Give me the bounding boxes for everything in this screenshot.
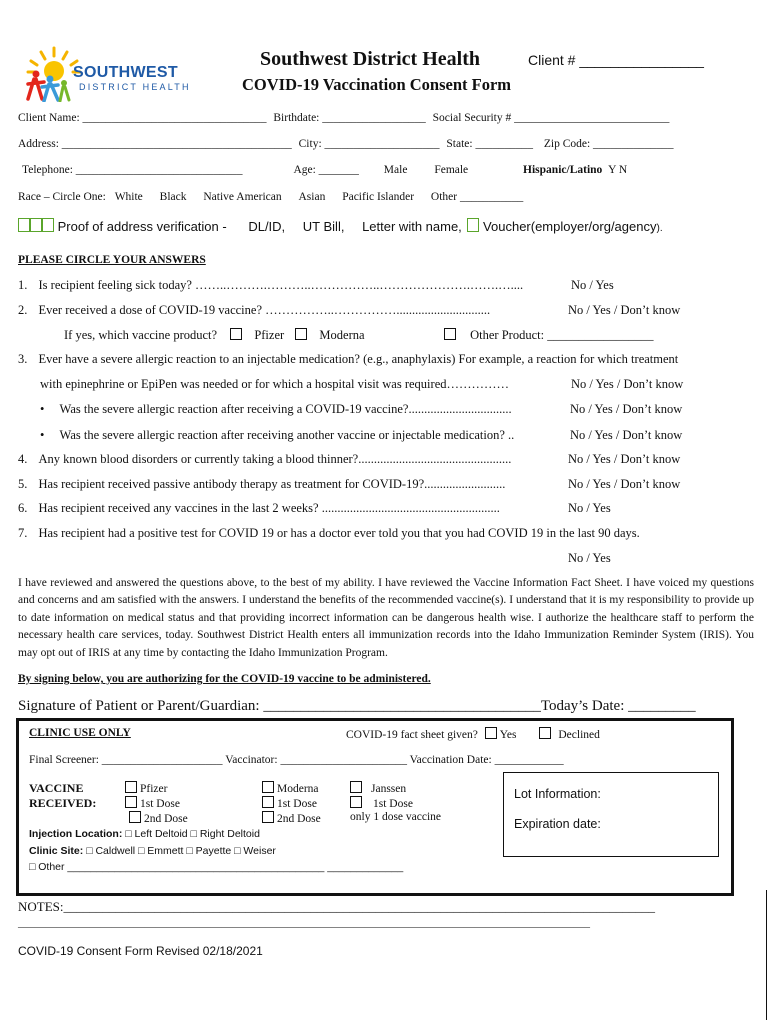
bullet-icon: • bbox=[40, 428, 45, 442]
vaccine-label-1: VACCINE bbox=[29, 781, 84, 795]
client-number-field[interactable]: Client # ________________ bbox=[528, 52, 704, 68]
question-number: 7. bbox=[18, 526, 28, 540]
question-4 bbox=[18, 452, 511, 467]
injection-location-label: Injection Location: bbox=[29, 828, 123, 840]
pfizer-label: Pfizer bbox=[140, 783, 168, 795]
checkbox-icon[interactable] bbox=[125, 796, 137, 808]
notes-line-2[interactable]: ________________________________________________________________________________________________________ bbox=[18, 917, 590, 929]
question-text: Has recipient had a positive test for COVID 19 or has a doctor ever told you that you had COVID 19 in the last 90 days. bbox=[38, 526, 640, 540]
checkbox-icon[interactable] bbox=[295, 328, 307, 340]
race-option-native-american[interactable]: Native American bbox=[203, 191, 282, 203]
option-pfizer: Pfizer bbox=[254, 328, 285, 342]
lot-info-label: Lot Information: bbox=[514, 787, 601, 801]
hispanic-label: Hispanic/Latino bbox=[523, 164, 603, 176]
dose-label: 2nd Dose bbox=[144, 813, 188, 825]
checkbox-icon[interactable] bbox=[467, 218, 479, 232]
clinic-site-other[interactable]: □ Other ____________________________________________ _____________ bbox=[29, 861, 404, 873]
checkbox-icon[interactable] bbox=[18, 218, 30, 232]
pfizer-dose-2[interactable] bbox=[129, 811, 188, 825]
dose-label: 2nd Dose bbox=[277, 813, 321, 825]
checkbox-icon[interactable] bbox=[125, 781, 137, 793]
race-option-white[interactable]: White bbox=[114, 191, 143, 203]
checkbox-icon[interactable] bbox=[539, 727, 551, 739]
form-title: COVID-19 Vaccination Consent Form bbox=[242, 75, 512, 94]
race-option-pacific-islander[interactable]: Pacific Islander bbox=[342, 191, 415, 203]
proof-row bbox=[18, 218, 663, 234]
question-number: 1. bbox=[18, 278, 28, 292]
screener-line[interactable]: Final Screener: _____________________ Vaccinator: ______________________ Vaccination Date: ____________ bbox=[29, 754, 564, 766]
moderna-dose-1[interactable] bbox=[262, 796, 317, 810]
field-row-2 bbox=[18, 138, 674, 150]
race-row bbox=[18, 191, 523, 203]
fact-sheet-declined: Declined bbox=[558, 729, 600, 741]
question-3 bbox=[18, 352, 678, 367]
question-number: 6. bbox=[18, 501, 28, 515]
question-text: Is recipient feeling sick today? ……..……….………..……………..………………….…….….... bbox=[38, 278, 524, 292]
checkbox-icon[interactable] bbox=[262, 811, 274, 823]
moderna-dose-2[interactable] bbox=[262, 811, 321, 825]
question-4-answer[interactable]: No / Yes / Don’t know bbox=[568, 452, 681, 466]
option-moderna: Moderna bbox=[319, 328, 365, 342]
question-text: Has recipient received any vaccines in the last 2 weeks? ......................................................... bbox=[38, 501, 500, 515]
logo-line1: SOUTHWEST bbox=[73, 64, 178, 81]
question-3a-answer[interactable]: No / Yes / Don’t know bbox=[570, 402, 683, 416]
question-2-other bbox=[444, 328, 653, 343]
race-option-other[interactable]: Other ___________ bbox=[430, 191, 524, 203]
question-1 bbox=[18, 278, 523, 293]
clinic-site-row bbox=[29, 845, 276, 857]
proof-tail: ). bbox=[656, 223, 663, 234]
question-3-line2: with epinephrine or EpiPen was needed or for which a hospital visit was required…………… bbox=[40, 377, 509, 391]
question-1-answer[interactable]: No / Yes bbox=[571, 278, 614, 292]
authorize-line: By signing below, you are authorizing for the COVID-19 vaccine to be administered. bbox=[18, 673, 431, 685]
checkbox-icon[interactable] bbox=[42, 218, 54, 232]
race-option-black[interactable]: Black bbox=[159, 191, 187, 203]
question-text: Was the severe allergic reaction after receiving another vaccine or injectable medication? .. bbox=[59, 428, 515, 442]
checkbox-icon[interactable] bbox=[485, 727, 497, 739]
clinic-title: CLINIC USE ONLY bbox=[29, 727, 131, 739]
fact-sheet-yes: Yes bbox=[499, 729, 517, 741]
org-title: Southwest District Health bbox=[260, 48, 480, 70]
bullet-icon: • bbox=[40, 402, 45, 416]
proof-option-dl: DL/ID, bbox=[248, 219, 286, 234]
injection-location-row bbox=[29, 828, 260, 840]
janssen-note: only 1 dose vaccine bbox=[350, 811, 442, 823]
signature-line[interactable]: Signature of Patient or Parent/Guardian: _____________________________________Today’s Date: _________ bbox=[18, 698, 696, 714]
question-text: Ever received a dose of COVID-19 vaccine? ……………..…………….............................. bbox=[38, 303, 491, 317]
question-text: Ever have a severe allergic reaction to an injectable medication? (e.g., anaphylaxis) For example, a reaction for which treatment bbox=[38, 352, 679, 366]
birthdate-field[interactable]: Birthdate: __________________ bbox=[273, 112, 426, 124]
fact-sheet-row bbox=[346, 727, 600, 741]
checkbox-icon[interactable] bbox=[262, 781, 274, 793]
question-5-answer[interactable]: No / Yes / Don’t know bbox=[568, 477, 681, 491]
logo bbox=[16, 44, 191, 102]
checkbox-icon[interactable] bbox=[129, 811, 141, 823]
proof-option-bill: UT Bill, bbox=[302, 219, 345, 234]
pfizer-dose-1[interactable] bbox=[125, 796, 180, 810]
question-number: 2. bbox=[18, 303, 28, 317]
male-option[interactable]: Male bbox=[383, 164, 408, 176]
dose-label: 1st Dose bbox=[373, 798, 413, 810]
race-option-asian[interactable]: Asian bbox=[298, 191, 326, 203]
clinic-site-label: Clinic Site: bbox=[29, 845, 84, 857]
question-2 bbox=[18, 303, 490, 318]
question-5 bbox=[18, 477, 505, 492]
questions-heading: PLEASE CIRCLE YOUR ANSWERS bbox=[18, 254, 206, 266]
janssen-dose-1[interactable] bbox=[350, 796, 413, 810]
proof-label: Proof of address verification - bbox=[57, 219, 227, 234]
question-number: 4. bbox=[18, 452, 28, 466]
other-product-field[interactable]: Other Product: _________________ bbox=[470, 328, 654, 342]
question-text: Has recipient received passive antibody therapy as treatment for COVID-19?.......................... bbox=[38, 477, 506, 491]
lot-info-box[interactable] bbox=[503, 772, 719, 857]
proof-option-voucher: Voucher(employer/org/agency bbox=[483, 219, 657, 234]
field-row-3 bbox=[22, 164, 627, 176]
fact-sheet-label: COVID-19 fact sheet given? bbox=[346, 729, 478, 741]
pfizer-option[interactable] bbox=[125, 781, 167, 795]
proof-option-letter: Letter with name, bbox=[362, 219, 462, 234]
question-3b-answer[interactable]: No / Yes / Don’t know bbox=[570, 428, 683, 442]
vaccine-product-label: If yes, which vaccine product? bbox=[64, 328, 218, 342]
checkbox-icon[interactable] bbox=[262, 796, 274, 808]
question-3-answer[interactable]: No / Yes / Don’t know bbox=[571, 377, 684, 391]
question-3-bullet-2 bbox=[40, 428, 514, 443]
checkbox-icon[interactable] bbox=[350, 796, 362, 808]
question-6 bbox=[18, 501, 500, 516]
question-7-answer[interactable]: No / Yes bbox=[568, 551, 611, 565]
right-edge-rule bbox=[766, 890, 767, 1020]
race-label: Race – Circle One: bbox=[18, 191, 106, 203]
checkbox-icon[interactable] bbox=[350, 781, 362, 793]
state-field[interactable]: State: __________ bbox=[446, 138, 533, 150]
question-2-answer[interactable]: No / Yes / Don’t know bbox=[568, 303, 681, 317]
question-7 bbox=[18, 526, 640, 541]
age-field[interactable]: Age: _______ bbox=[293, 164, 359, 176]
footer-revision: COVID-19 Consent Form Revised 02/18/2021 bbox=[18, 944, 263, 958]
hispanic-yn-option[interactable]: Y N bbox=[608, 164, 628, 176]
telephone-field[interactable]: Telephone: _____________________________ bbox=[22, 164, 243, 176]
checkbox-icon[interactable] bbox=[230, 328, 242, 340]
question-text: Any known blood disorders or currently taking a blood thinner?................................................. bbox=[38, 452, 512, 466]
vaccine-label-2: RECEIVED: bbox=[29, 796, 97, 810]
checkbox-icon[interactable] bbox=[444, 328, 456, 340]
logo-line2: DISTRICT HEALTH bbox=[79, 82, 191, 92]
ssn-field[interactable]: Social Security # ___________________________ bbox=[432, 112, 670, 124]
question-2-sub bbox=[64, 328, 365, 343]
city-field[interactable]: City: ____________________ bbox=[298, 138, 440, 150]
dose-label: 1st Dose bbox=[140, 798, 180, 810]
checkbox-icon[interactable] bbox=[30, 218, 42, 232]
question-6-answer[interactable]: No / Yes bbox=[568, 501, 611, 515]
zip-field[interactable]: Zip Code: ______________ bbox=[543, 138, 674, 150]
dose-label: 1st Dose bbox=[277, 798, 317, 810]
expiration-label: Expiration date: bbox=[514, 817, 601, 831]
female-option[interactable]: Female bbox=[434, 164, 469, 176]
injection-location-options[interactable]: □ Left Deltoid □ Right Deltoid bbox=[125, 828, 260, 840]
moderna-option[interactable] bbox=[262, 781, 319, 795]
clinic-use-box bbox=[16, 718, 734, 896]
client-name-field[interactable]: Client Name: ________________________________ bbox=[18, 112, 267, 124]
question-number: 3. bbox=[18, 352, 28, 366]
question-text: Was the severe allergic reaction after receiving a COVID-19 vaccine?................................. bbox=[59, 402, 512, 416]
janssen-option[interactable] bbox=[350, 781, 406, 795]
moderna-label: Moderna bbox=[277, 783, 319, 795]
notes-line[interactable]: NOTES:___________________________________________________________________________________________ bbox=[18, 899, 655, 914]
question-number: 5. bbox=[18, 477, 28, 491]
address-field[interactable]: Address: ________________________________________ bbox=[18, 138, 292, 150]
clinic-site-options[interactable]: □ Caldwell □ Emmett □ Payette □ Weiser bbox=[86, 845, 276, 857]
janssen-label: Janssen bbox=[371, 783, 407, 795]
field-row-1 bbox=[18, 112, 669, 124]
question-3-bullet-1 bbox=[40, 402, 512, 417]
consent-statement: I have reviewed and answered the questions above, to the best of my ability. I have reviewed the Vaccine Information Fact Sheet. I have voiced my questions and concerns and am satisfied with the answers. I understand the benefits of the recommended vaccine(s). I understand that it is my responsibility to provide up to date information on medical status and that providing incorrect information can be dangerous health wise. I authorize the healthcare staff to perform the necessary health care services, today. Southwest District Health enters all immunization records into the Idaho Immunization Reminder System (IRIS). You may opt out of IRIS at any time by contacting the Idaho Immunization Program. bbox=[18, 577, 754, 659]
